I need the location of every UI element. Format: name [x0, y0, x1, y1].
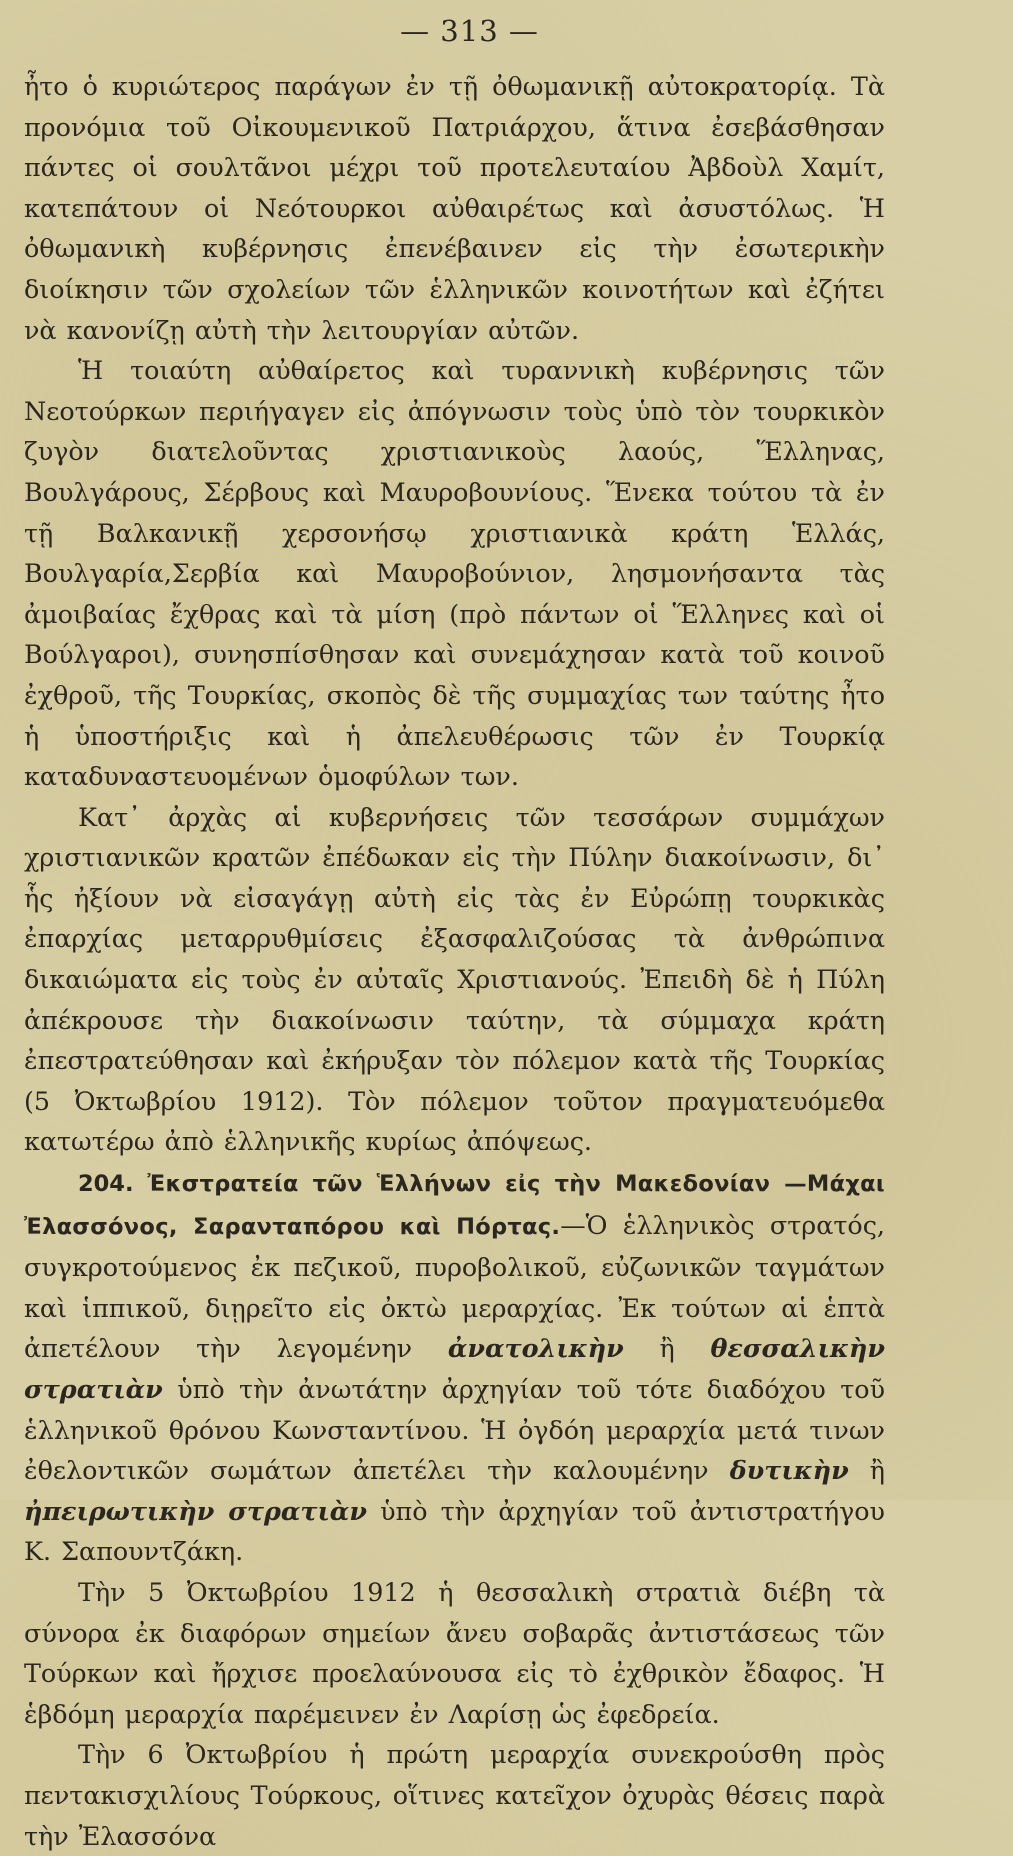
section-text-d: ἢ: [869, 1455, 885, 1486]
emphasis-thessalian-army: θεσσαλικὴν στρατιὰν: [24, 1333, 886, 1404]
section-number: 204.: [78, 1171, 134, 1198]
section-text-c: ὑπὸ τὴν ἀνωτάτην ἀρχηγίαν τοῦ τότε διαδόχου τοῦ ἑλληνικοῦ θρόνου Κωνσταντίνου. Ἡ ὀγδόη μεραρχία μετά τινων ἐθελοντικῶν σωμάτων ἀπετέλει τὴν καλουμένην: [24, 1374, 885, 1486]
paragraph-2: Ἡ τοιαύτη αὐθαίρετος καὶ τυραννικὴ κυβέρνησις τῶν Νεοτούρκων περιήγαγεν εἰς ἀπόγνωσιν τοὺς ὑπὸ τὸν τουρκικὸν ζυγὸν διατελοῦντας χριστιανικοὺς λαούς, Ἕλληνας, Βουλγάρους, Σέρβους καὶ Μαυροβουνίους. Ἕνεκα τούτου τὰ ἐν τῇ Βαλκανικῇ χερσονήσῳ χριστιανικὰ κράτη Ἑλλάς, Βουλγαρία,Σερβία καὶ Μαυροβούνιον, λησμονήσαντα τὰς ἀμοιβαίας ἔχθρας καὶ τὰ μίση (πρὸ πάντων οἱ Ἕλληνες καὶ οἱ Βούλγαροι), συνησπίσθησαν καὶ συνεμάχησαν κατὰ τοῦ κοινοῦ ἐχθροῦ, τῆς Τουρκίας, σκοπὸς δὲ τῆς συμμαχίας των ταύτης ἦτο ἡ ὑποστήριξις καὶ ἡ ἀπελευθέρωσις τῶν ἐν Τουρκίᾳ καταδυναστευομένων ὁμοφύλων των.: [24, 355, 885, 792]
section-title: Ἐκστρατεία τῶν Ἑλλήνων εἰς τὴν Μακεδονίαν —Μάχαι Ἐλασσόνος, Σαρανταπόρου καὶ Πόρτας.: [24, 1171, 885, 1240]
page-number: — 313 —: [400, 14, 539, 48]
section-text-b: ἢ: [659, 1333, 675, 1364]
section-204: [24, 1162, 885, 1572]
paragraph-3: Κατ᾿ ἀρχὰς αἱ κυβερνήσεις τῶν τεσσάρων συμμάχων χριστιανικῶν κρατῶν ἐπέδωκαν εἰς τὴν Πύλην διακοίνωσιν, δι᾿ ἧς ἠξίουν νὰ εἰσαγάγῃ αὐτὴ εἰς τὰς ἐν Εὐρώπῃ τουρκικὰς ἐπαρχίας μεταρρυθμίσεις ἐξασφαλιζούσας τὰ ἀνθρώπινα δικαιώματα εἰς τοὺς ἐν αὐταῖς Χριστιανούς. Ἐπειδὴ δὲ ἡ Πύλη ἀπέκρουσε τὴν διακοίνωσιν ταύτην, τὰ σύμμαχα κράτη ἐπεστρατεύθησαν καὶ ἐκήρυξαν τὸν πόλεμον κατὰ τῆς Τουρκίας (5 Ὀκτωβρίου 1912). Τὸν πόλεμον τοῦτον πραγματευόμεθα κατωτέρω ἀπὸ ἑλληνικῆς κυρίως ἀπόψεως.: [24, 801, 885, 1157]
paragraph-5: Τὴν 5 Ὀκτωβρίου 1912 ἡ θεσσαλικὴ στρατιὰ διέβη τὰ σύνορα ἐκ διαφόρων σημείων ἄνευ σοβαρᾶς ἀντιστάσεως τῶν Τούρκων καὶ ἤρχισε προελαύνουσα εἰς τὸ ἐχθρικὸν ἔδαφος. Ἡ ἑβδόμη μεραρχία παρέμεινεν ἐν Λαρίσῃ ὡς ἐφεδρεία.: [24, 1576, 885, 1729]
section-text-e: ὑπὸ τὴν ἀρχηγίαν τοῦ ἀντιστρατήγου Κ. Σαπουντζάκη.: [24, 1495, 885, 1567]
emphasis-western-army: δυτικὴν: [729, 1455, 849, 1486]
section-text-a: —Ὁ ἑλληνικὸς στρατός, συγκροτούμενος ἐκ πεζικοῦ, πυροβολικοῦ, εὐζωνικῶν ταγμάτων καὶ ἱππικοῦ, διῃρεῖτο εἰς ὀκτὼ μεραρχίας. Ἐκ τούτων αἱ ἑπτὰ ἀπετέλουν τὴν λεγομένην: [24, 1209, 885, 1364]
paragraph-6: Τὴν 6 Ὀκτωβρίου ἡ πρώτη μεραρχία συνεκρούσθη πρὸς πεντακισχιλίους Τούρκους, οἵτινες κατεῖχον ὀχυρὰς θέσεις παρὰ τὴν Ἐλασσόνα: [24, 1739, 885, 1851]
emphasis-epirus-army: ἠπειρωτικὴν στρατιὰν: [24, 1495, 367, 1526]
paragraph-1: ἦτο ὁ κυριώτερος παράγων ἐν τῇ ὀθωμανικῇ αὐτοκρατορίᾳ. Τὰ προνόμια τοῦ Οἰκουμενικοῦ Πατριάρχου, ἅτινα ἐσεβάσθησαν πάντες οἱ σουλτᾶνοι μέχρι τοῦ προτελευταίου Ἀβδοὺλ Χαμίτ, κατεπάτουν οἱ Νεότουρκοι αὐθαιρέτως καὶ ἀσυστόλως. Ἡ ὀθωμανικὴ κυβέρνησις ἐπενέβαινεν εἰς τὴν ἐσωτερικὴν διοίκησιν τῶν σχολείων τῶν ἑλληνικῶν κοινοτήτων καὶ ἐζήτει νὰ κανονίζῃ αὐτὴ τὴν λειτουργίαν αὐτῶν.: [24, 71, 885, 345]
emphasis-eastern-army: ἀνατολικὴν: [447, 1333, 624, 1364]
